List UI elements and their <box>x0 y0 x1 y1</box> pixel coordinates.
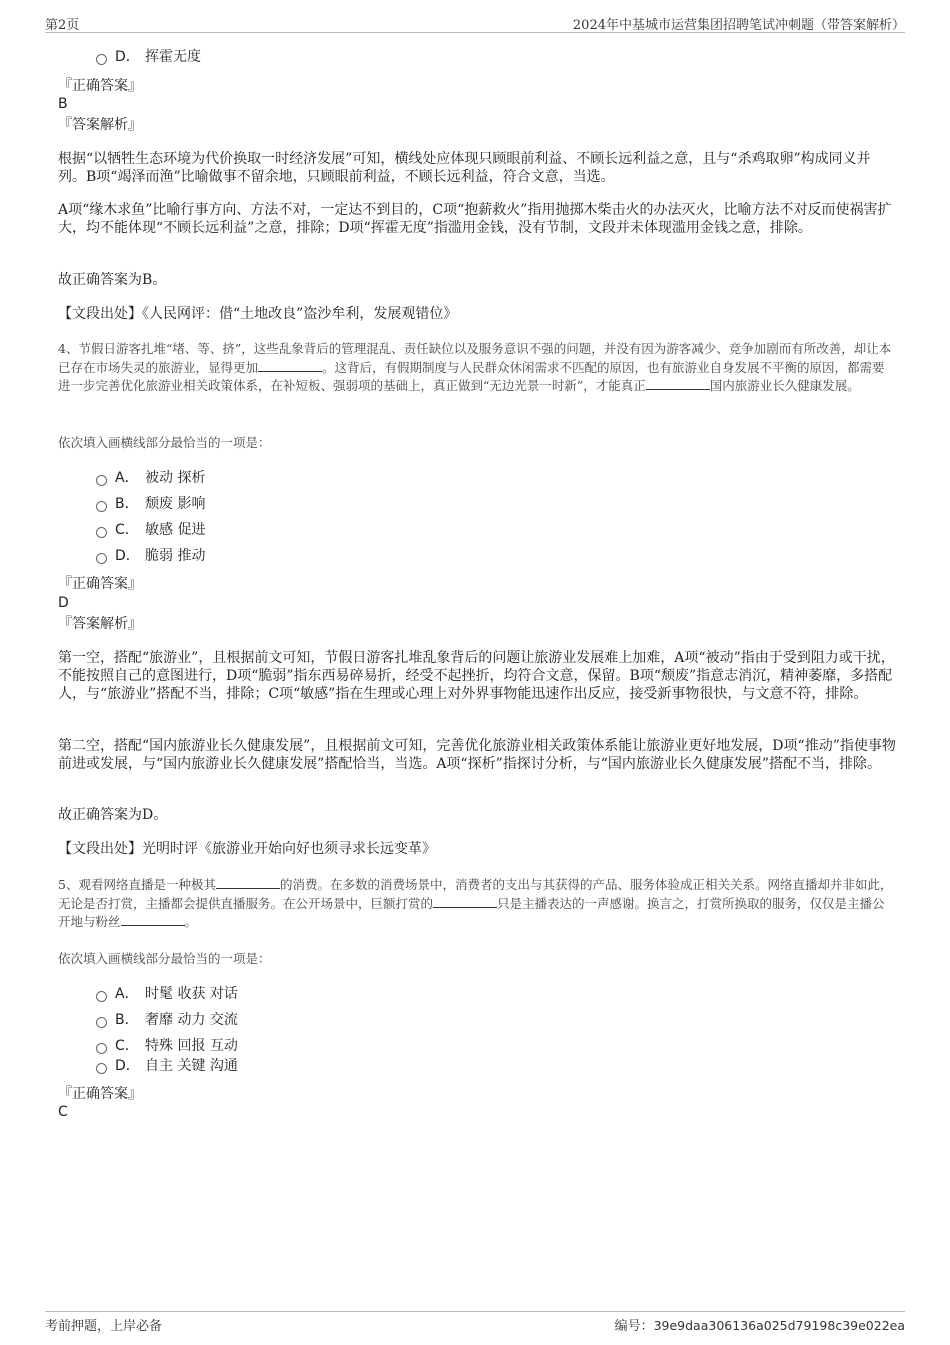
q5-blank-2 <box>433 895 497 908</box>
q4-blank-2 <box>646 377 710 390</box>
radio-button[interactable] <box>96 54 107 65</box>
q4-option-a[interactable]: A． 被动 探析 <box>96 469 205 487</box>
q5-option-b[interactable]: B． 奢靡 动力 交流 <box>96 1011 238 1029</box>
q3-analysis-paragraph-1: 根据“以牺牲生态环境为代价换取一时经济发展”可知，横线处应体现只顾眼前利益、不顾长远利益之意，且与“杀鸡取卵”构成同义并列。B项“竭泽而渔”比喻做事不留余地，只顾眼前利益，不顾长远利益，符合文意，当选。 <box>58 151 871 185</box>
document-code: 编号：39e9daa306136a025d79198c39e022ea <box>614 1318 905 1334</box>
q4-analysis-label: 『答案解析』 <box>58 616 142 632</box>
radio-button[interactable] <box>96 501 107 512</box>
radio-button[interactable] <box>96 1063 107 1074</box>
q4-option-d[interactable]: D． 脆弱 推动 <box>96 547 205 565</box>
radio-button[interactable] <box>96 991 107 1002</box>
document-title: 2024年中基城市运营集团招聘笔试冲刺题（带答案解析） <box>572 18 905 33</box>
q4-stem: 4、节假日游客扎堆“堵、等、挤”，这些乱象背后的管理混乱、责任缺位以及服务意识不强的问题，并没有因为游客减少、竞争加剧而有所改善，却让本已存在市场失灵的旅游业，显得更加 。这背后，有假期制度与人民群众休闲需求不匹配的原因，也有旅游业自身发展不平衡的原因，都需要进一步完善优化旅游业相关政策体系，在补短板、强弱项的基础上，真正做到“无边光景一时新”，才能真正 国内旅游业长久健康发展。 <box>58 341 892 393</box>
radio-button[interactable] <box>96 553 107 564</box>
q3-analysis-label: 『答案解析』 <box>58 117 142 133</box>
q5-option-d[interactable]: D． 自主 关键 沟通 <box>96 1057 238 1075</box>
q3-conclusion: 故正确答案为B。 <box>58 272 167 288</box>
q4-option-b[interactable]: B． 颓废 影响 <box>96 495 205 513</box>
page-footer <box>45 1311 905 1335</box>
q4-blank-1 <box>258 359 322 372</box>
q4-correct-answer-label: 『正确答案』 <box>58 576 142 592</box>
q5-blank-1 <box>216 876 280 889</box>
q4-option-c[interactable]: C． 敏感 促进 <box>96 521 205 539</box>
q5-option-c[interactable]: C． 特殊 回报 互动 <box>96 1037 238 1055</box>
q3-source: 【文段出处】《人民网评：借“土地改良”盗沙牟利，发展观错位》 <box>58 306 458 322</box>
q5-stem: 5、观看网络直播是一种极其 的消费。在多数的消费场景中，消费者的支出与其获得的产品、服务体验成正相关关系。网络直播却并非如此，无论是否打赏，主播都会提供直播服务。在公开场景中，巨额打赏的 只是主播表达的一声感谢。换言之，打赏所换取的服务，仅仅是主播公开地与粉丝 。 <box>58 877 893 929</box>
q4-instruction: 依次填入画横线部分最恰当的一项是： <box>58 435 271 450</box>
q4-source: 【文段出处】光明时评《旅游业开始向好也须寻求长远变革》 <box>58 841 436 857</box>
q4-conclusion: 故正确答案为D。 <box>58 807 168 823</box>
radio-button[interactable] <box>96 1017 107 1028</box>
q5-correct-answer: C <box>58 1104 68 1120</box>
q5-blank-3 <box>121 913 185 926</box>
q5-option-a[interactable]: A． 时髦 收获 对话 <box>96 985 238 1003</box>
radio-button[interactable] <box>96 527 107 538</box>
q3-option-d[interactable]: D． 挥霍无度 <box>96 48 201 66</box>
q5-instruction: 依次填入画横线部分最恰当的一项是： <box>58 951 271 966</box>
page-header <box>45 14 905 33</box>
q3-correct-answer-label: 『正确答案』 <box>58 78 142 94</box>
q5-correct-answer-label: 『正确答案』 <box>58 1086 142 1102</box>
q3-correct-answer: B <box>58 96 68 112</box>
q4-analysis-paragraph-1: 第一空，搭配“旅游业”，且根据前文可知，节假日游客扎堆乱象背后的问题让旅游业发展难上加难，A项“被动”指由于受到阻力或干扰，不能按照自己的意图进行，D项“脆弱”指东西易碎易折，经受不起挫折，均符合文意，保留。B项“颓废”指意志消沉，精神萎靡，多搭配人，与“旅游业”搭配不当，排除；C项“敏感”指在生理或心理上对外界事物能迅速作出反应，接受新事物很快，与文意不符，排除。 <box>58 650 895 702</box>
page-number: 第2页 <box>45 18 80 33</box>
radio-button[interactable] <box>96 1043 107 1054</box>
q4-analysis-paragraph-2: 第二空，搭配“国内旅游业长久健康发展”，且根据前文可知，完善优化旅游业相关政策体系能让旅游业更好地发展，D项“推动”指使事物前进或发展，与“国内旅游业长久健康发展”搭配恰当，当选。A项“探析”指探讨分析，与“国内旅游业长久健康发展”搭配不当，排除。 <box>58 738 896 772</box>
radio-button[interactable] <box>96 475 107 486</box>
q4-correct-answer: D <box>58 595 69 611</box>
q3-analysis-paragraph-2: A项“缘木求鱼”比喻行事方向、方法不对，一定达不到目的，C项“抱薪救火”指用抛掷木柴击火的办法灭火，比喻方法不对反而使祸害扩大，均不能体现“不顾长远利益”之意，排除；D项“挥霍无度”指滥用金钱，没有节制，文段并未体现滥用金钱之意，排除。 <box>58 202 892 236</box>
footer-slogan: 考前押题，上岸必备 <box>45 1319 163 1334</box>
